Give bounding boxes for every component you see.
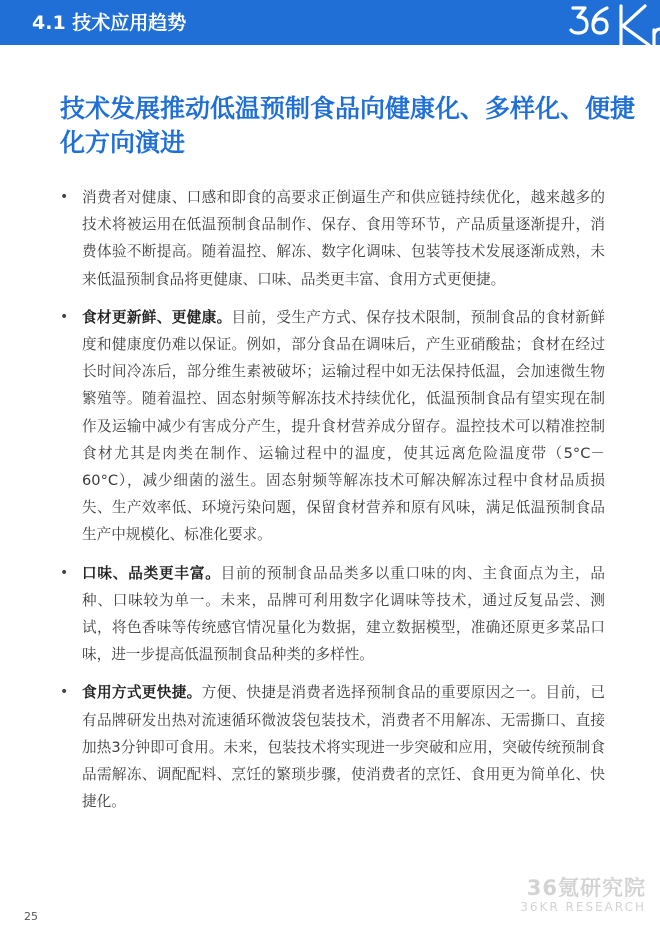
bullet-text: 目前的预制食品品类多以重口味的肉、主食面点为主，品种、口味较为单一。未来，品牌可利用数字化调味等技术，通过反复品尝、测试，将色香味等传统感官情况量化为数据，建立数据模型，准确还原更多菜品口味，进一步提高低温预制食品种类的多样性。	[82, 564, 605, 664]
header-bar	[0, 0, 660, 45]
section-title: 4.1 技术应用趋势	[32, 12, 187, 34]
bullet-list	[58, 184, 605, 826]
page-heading: 技术发展推动低温预制食品向健康化、多样化、便捷化方向演进	[60, 94, 636, 157]
bullet-text: 方便、快捷是消费者选择预制食品的重要原因之一。目前，已有品牌研发出热对流速循环微波袋包装技术，消费者不用解冻、无需撕口、直接加热3分钟即可食用。未来，包装技术将实现进一步突破和应用，突破传统预制食品需解冻、调配配料、烹饪的繁琐步骤，使消费者的烹饪、食用更为简单化、快捷化。	[82, 684, 605, 811]
bullet-item	[58, 304, 605, 549]
bullet-symbol: •	[60, 564, 69, 581]
bullet-lead: 口味、品类更丰富。	[82, 564, 221, 582]
footer-logo	[520, 876, 646, 915]
footer-brand-en: 36KR RESEARCH	[520, 900, 646, 914]
bullet-text: 消费者对健康、口感和即食的高要求正倒逼生产和供应链持续优化，越来越多的技术将被运用在低温预制食品制作、保存、食用等环节，产品质量逐渐提升，消费体验不断提高。随着温控、解冻、数字化调味、包装等技术发展逐渐成熟，未来低温预制食品将更健康、口味、品类更丰富、食用方式更便捷。	[82, 189, 605, 288]
bullet-lead: 食用方式更快捷。	[82, 684, 202, 702]
bullet-item	[58, 184, 605, 293]
bullet-symbol: •	[60, 684, 69, 701]
page-number: 25	[24, 910, 38, 923]
footer-brand-cn: 36氪研究院	[526, 876, 646, 900]
bullet-item	[58, 679, 605, 815]
bullet-symbol: •	[60, 189, 69, 205]
bullet-text: 目前，受生产方式、保存技术限制，预制食品的食材新鲜度和健康度仍难以保证。例如，部分食品在调味后，产生亚硝酸盐；食材在经过长时间冷冻后，部分维生素被破坏；运输过程中如无法保持低温，会加速微生物繁殖等。随着温控、固态射频等解冻技术持续优化，低温预制食品有望实现在制作及运输中减少有害成分产生，提升食材营养成分留存。温控技术可以精准控制食材尤其是肉类在制作、运输过程中的温度，使其远离危险温度带（5°C－60°C），减少细菌的滋生。固态射频等解冻技术可解决解冻过程中食材品质损失、生产效率低、环境污染问题，保留食材营养和原有风味，满足低温预制食品生产中规模化、标准化要求。	[82, 308, 605, 544]
bullet-symbol: •	[60, 308, 69, 325]
bullet-lead: 食材更新鲜、更健康。	[82, 308, 232, 326]
36kr-logo-icon	[565, 0, 660, 45]
bullet-item	[58, 560, 605, 669]
